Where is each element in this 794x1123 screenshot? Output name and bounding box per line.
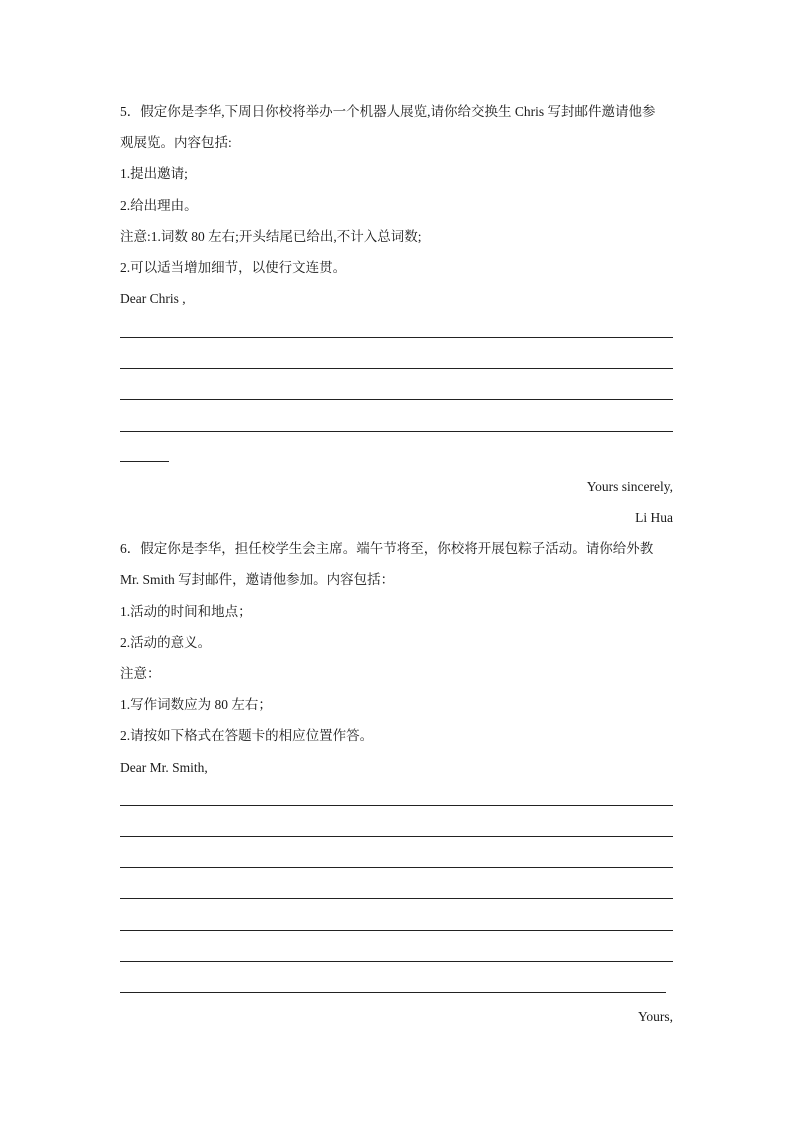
q6-note2: 2.请按如下格式在答题卡的相应位置作答。	[120, 728, 374, 743]
q6-answer-line[interactable]	[120, 992, 666, 993]
q6-salutation: Dear Mr. Smith,	[120, 760, 208, 775]
q6-point1: 1.活动的时间和地点；	[120, 604, 252, 619]
q5-point1: 1.提出邀请;	[120, 166, 188, 181]
q5-signature: Li Hua	[635, 510, 673, 525]
q5-answer-line[interactable]	[120, 399, 673, 400]
q6-closing: Yours,	[637, 1009, 673, 1024]
q5-prompt-line1: 5．假定你是李华,下周日你校将举办一个机器人展览,请你给交换生 Chris 写封邮件邀请他参	[120, 104, 656, 119]
q6-answer-line[interactable]	[120, 836, 673, 837]
q6-note-label: 注意：	[120, 666, 161, 681]
q6-answer-line[interactable]	[120, 898, 673, 899]
q5-answer-line[interactable]	[120, 368, 673, 369]
q5-closing: Yours sincerely,	[586, 479, 673, 494]
q6-answer-line[interactable]	[120, 961, 673, 962]
q5-point2: 2.给出理由。	[120, 198, 198, 213]
q5-answer-line[interactable]	[120, 431, 673, 432]
q5-note1: 注意:1.词数 80 左右;开头结尾已给出,不计入总词数;	[120, 229, 422, 244]
q6-note1: 1.写作词数应为 80 左右；	[120, 697, 272, 712]
q5-salutation: Dear Chris ,	[120, 291, 186, 306]
q6-prompt-line1: 6．假定你是李华，担任校学生会主席。端午节将至，你校将开展包粽子活动。请你给外教	[120, 541, 654, 556]
q6-answer-line[interactable]	[120, 867, 673, 868]
q6-point2: 2.活动的意义。	[120, 635, 212, 650]
q5-answer-line[interactable]	[120, 337, 673, 338]
q5-prompt-line2: 观展览。内容包括:	[120, 135, 232, 150]
q6-prompt-line2: Mr. Smith 写封邮件，邀请他参加。内容包括：	[120, 572, 395, 587]
q6-answer-line[interactable]	[120, 930, 673, 931]
q5-note2: 2.可以适当增加细节，以使行文连贯。	[120, 260, 347, 275]
q5-answer-line-short[interactable]	[120, 461, 169, 462]
q6-answer-line[interactable]	[120, 805, 673, 806]
